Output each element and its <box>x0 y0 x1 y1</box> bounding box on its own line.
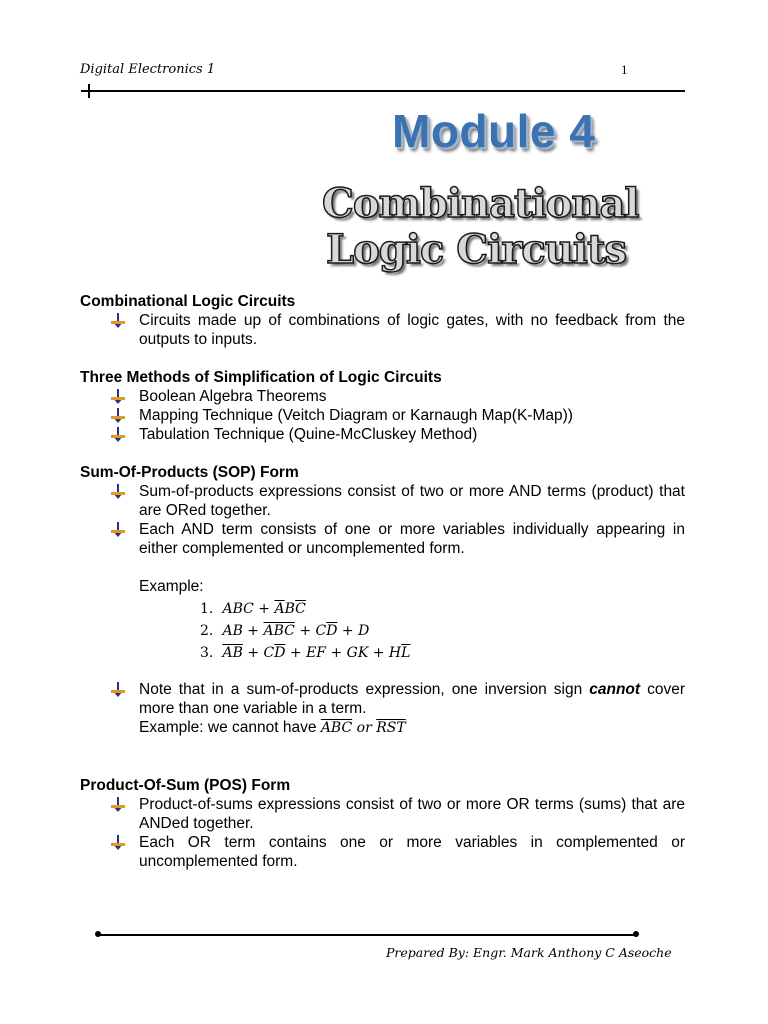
example-list <box>80 598 685 664</box>
module-title: Module 4 <box>392 105 596 157</box>
bullet-item <box>80 795 685 833</box>
bullet-item <box>80 387 685 406</box>
section-heading: Product-Of-Sum (POS) Form <box>80 777 291 794</box>
bullet-text: Tabulation Technique (Quine-McCluskey Method) <box>139 426 478 443</box>
bullet-item <box>80 425 685 444</box>
arrow-bullet-icon <box>111 835 125 850</box>
bullet-list <box>80 680 685 718</box>
document-body <box>80 292 685 871</box>
bullet-item <box>80 680 685 718</box>
arrow-bullet-icon <box>111 484 125 499</box>
example-number: 3. <box>200 645 214 661</box>
arrow-bullet-icon <box>111 522 125 537</box>
example-label: Example: <box>139 578 204 595</box>
note-emphasis: cannot <box>589 681 641 698</box>
arrow-bullet-icon <box>111 408 125 423</box>
arrow-bullet-icon <box>111 313 125 328</box>
section-heading: Three Methods of Simplification of Logic Circuits <box>80 369 442 386</box>
example-number: 2. <box>200 623 214 639</box>
header-title: Digital Electronics 1 <box>80 62 216 77</box>
example-number: 1. <box>200 601 214 617</box>
note-text-end: cover more than one variable in a term. <box>139 681 685 717</box>
bullet-text: Each AND term consists of one or more variables individually appearing in either complemented or uncomplemented form. <box>139 521 685 557</box>
note-example <box>80 718 685 738</box>
arrow-bullet-icon <box>111 682 125 697</box>
example-item <box>200 598 685 620</box>
header-tick <box>88 84 90 98</box>
bullet-item <box>80 406 685 425</box>
bullet-item <box>80 311 685 349</box>
header-rule <box>81 90 685 92</box>
math-expression: $\overline{A}\overline{B} + C\overline{D}$ + EF + GK + $H\overline{L}$ <box>222 645 411 661</box>
arrow-bullet-icon <box>111 797 125 812</box>
bullet-item <box>80 833 685 871</box>
note-example-or: or <box>352 720 377 736</box>
example-item <box>200 620 685 642</box>
page-number: 1 <box>621 62 628 77</box>
math-expression: $\overline{RST}$ <box>376 720 406 736</box>
bullet-list <box>80 311 685 349</box>
bullet-item <box>80 482 685 520</box>
math-expression: AB + $\overline{A}\overline{BC} + C\overline{D} + D$ <box>222 623 370 639</box>
note-text: Note that in a sum-of-products expression, one inversion sign <box>139 681 590 698</box>
bullet-text: Product-of-sums expressions consist of two or more OR terms (sums) that are ANDed together. <box>139 796 685 832</box>
section-heading: Combinational Logic Circuits <box>80 293 296 310</box>
bullet-text: Circuits made up of combinations of logic gates, with no feedback from the outputs to inputs. <box>139 312 685 348</box>
math-expression: ABC + $\overline{A}B\overline{C}$ <box>222 601 306 617</box>
bullet-text: Boolean Algebra Theorems <box>139 388 327 405</box>
section-heading: Sum-Of-Products (SOP) Form <box>80 464 299 481</box>
bullet-text: Sum-of-products expressions consist of two or more AND terms (product) that are ORed together. <box>139 483 685 519</box>
example-item <box>200 642 685 664</box>
bullet-item <box>80 520 685 558</box>
math-expression: $\overline{ABC}$ <box>320 720 353 736</box>
subtitle-line-2: Logic Circuits <box>326 226 626 273</box>
subtitle-line-1: Combinational <box>322 180 639 227</box>
bullet-text: Mapping Technique (Veitch Diagram or Karnaugh Map(K-Map)) <box>139 407 573 424</box>
bullet-list <box>80 482 685 558</box>
note-example-text: Example: we cannot have <box>139 719 321 736</box>
bullet-list <box>80 795 685 871</box>
arrow-bullet-icon <box>111 389 125 404</box>
footer-dot-right <box>633 931 639 937</box>
bullet-list <box>80 387 685 444</box>
footer-credit: Prepared By: Engr. Mark Anthony C Aseoche <box>386 945 672 960</box>
footer-rule <box>98 934 636 936</box>
arrow-bullet-icon <box>111 427 125 442</box>
bullet-text: Each OR term contains one or more variables in complemented or uncomplemented form. <box>139 834 685 870</box>
